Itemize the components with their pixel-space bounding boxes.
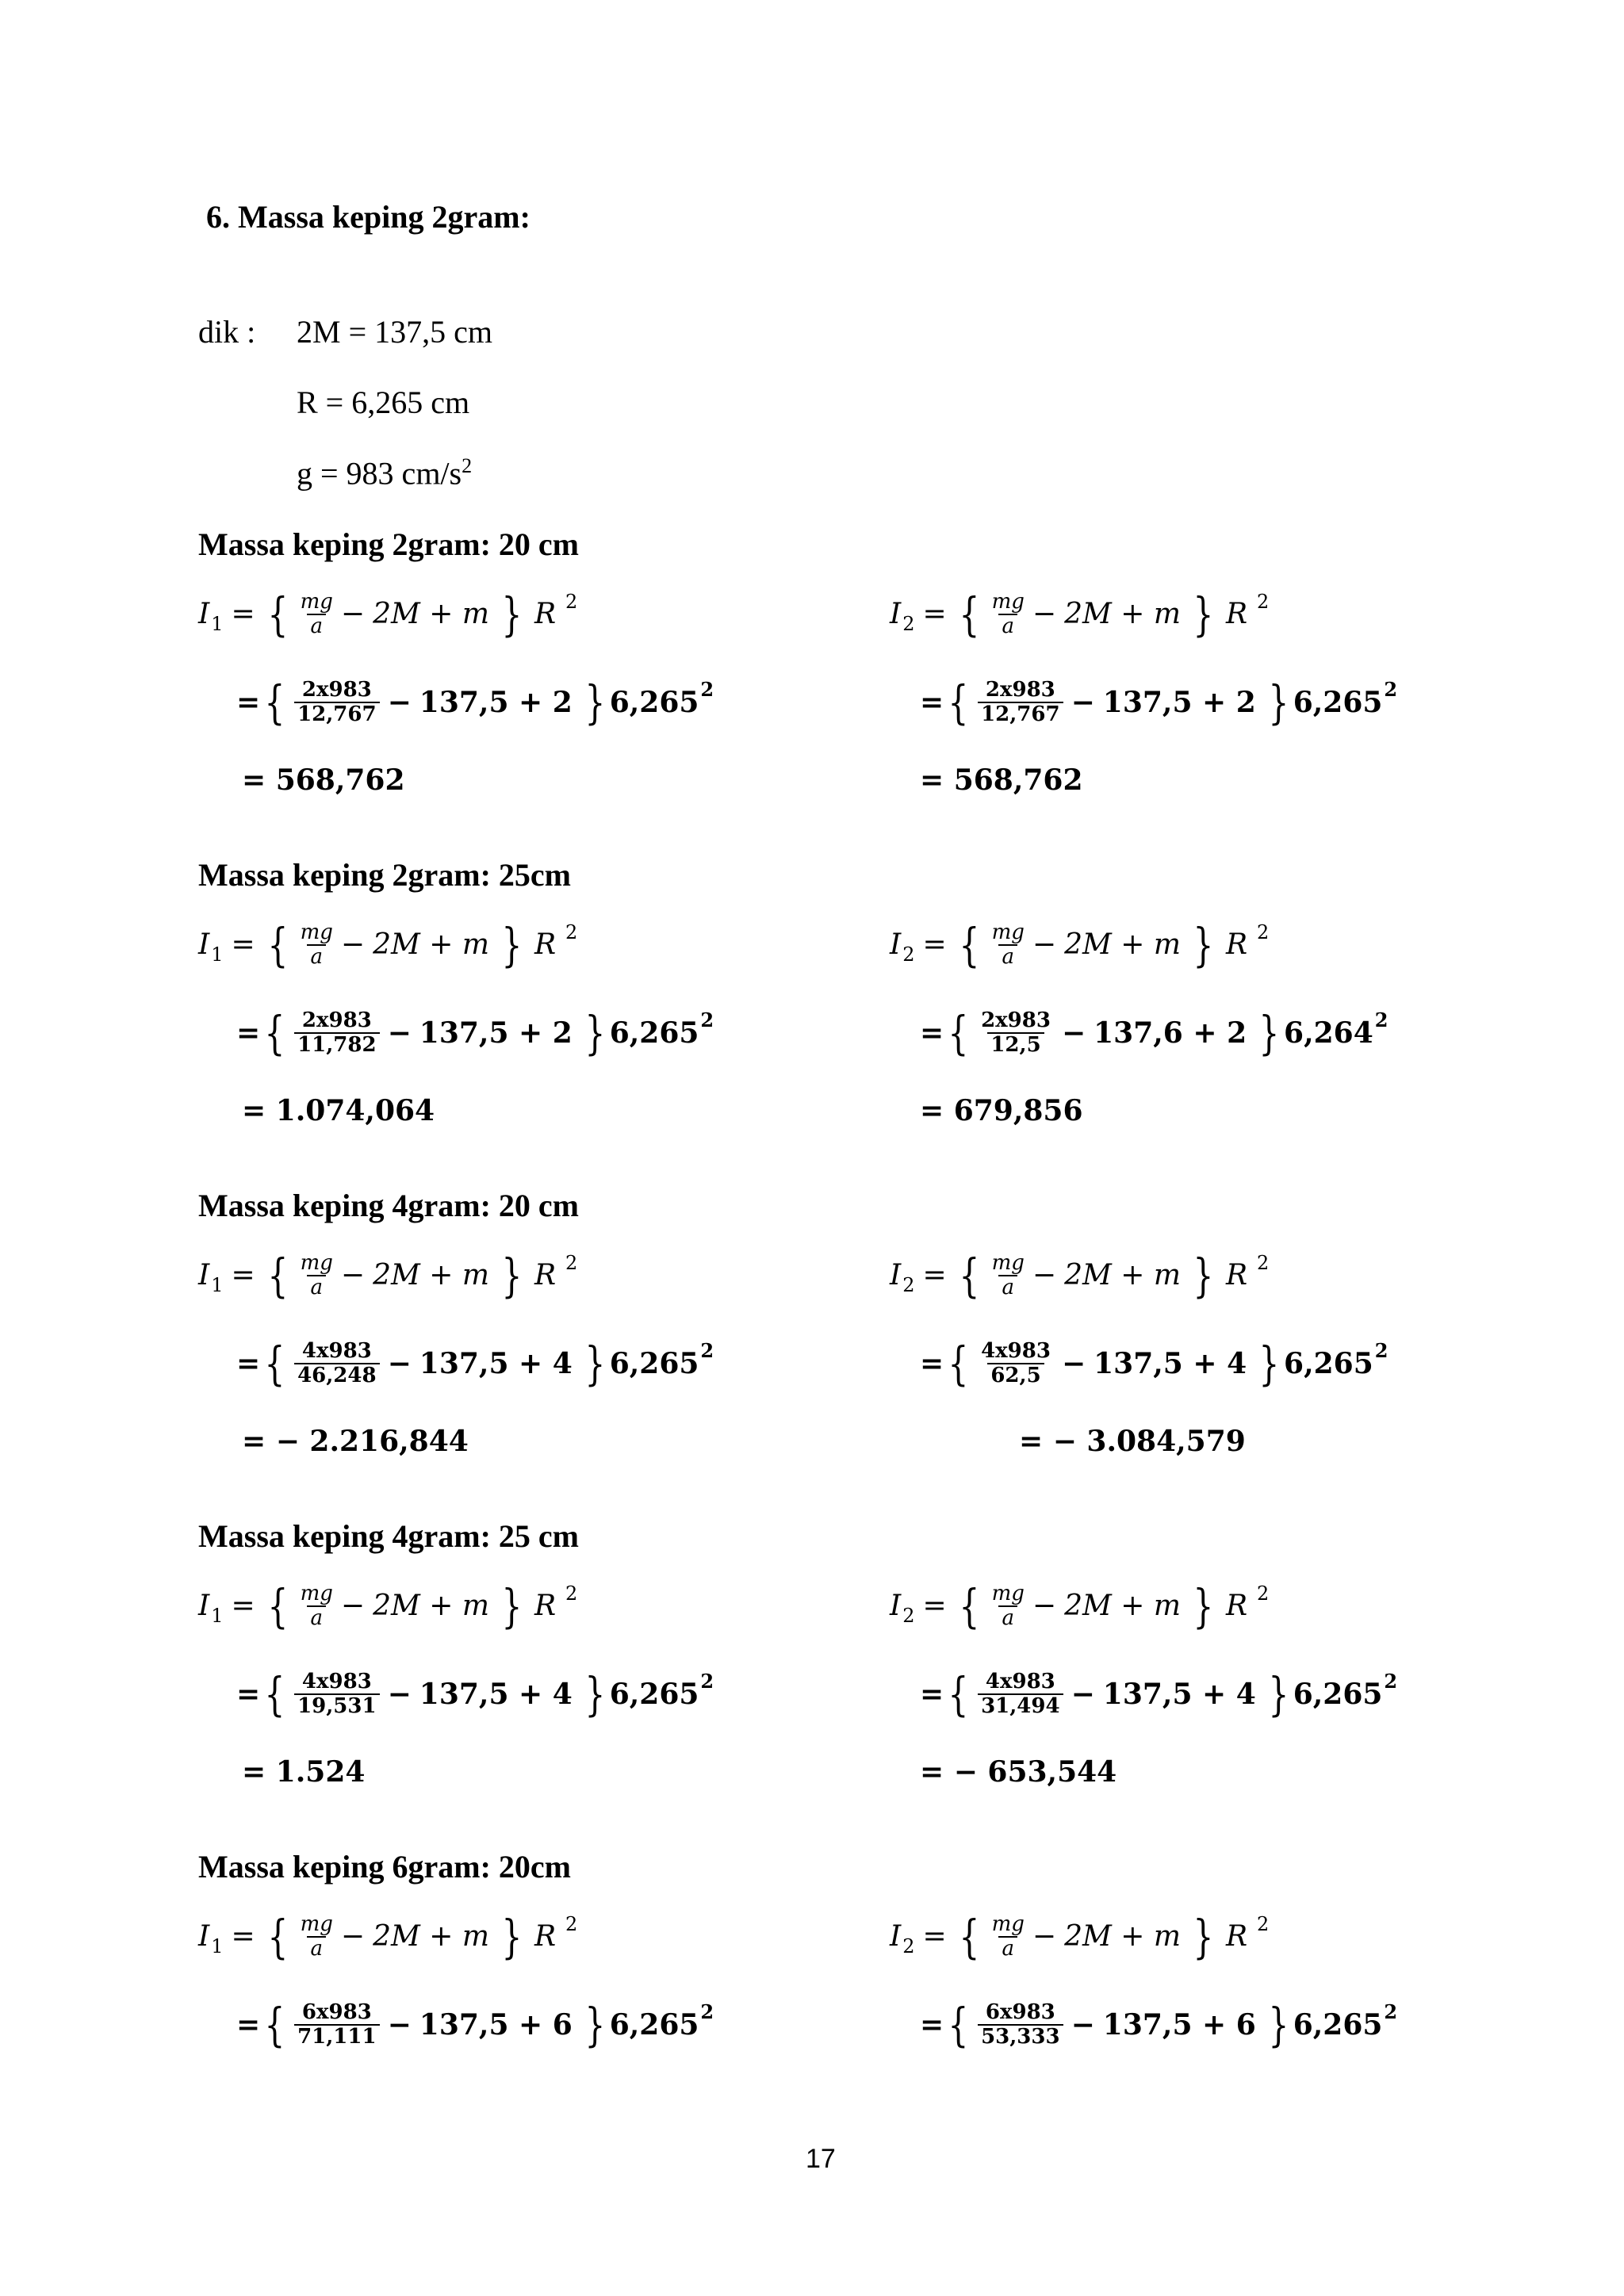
result-right: = − 653,544: [920, 1755, 1117, 1789]
section-title: Massa keping 4gram: 20 cm: [198, 1188, 579, 1223]
result-right: = 568,762: [920, 763, 1083, 797]
result-left: = 1.524: [242, 1755, 366, 1789]
substitution-left: = { $\frac{4x983}{19,531}$ − 137,5 + 4 } 6,265 2: [236, 1667, 714, 1721]
substitution-right: = { $\frac{4x983}{31,494}$ − 137,5 + 4 } 6,265 2: [920, 1667, 1398, 1721]
given-gravity: g = 983 $cm/s^2$: [297, 454, 473, 492]
section-title: Massa keping 2gram: 25cm: [198, 857, 571, 893]
substitution-right: = { $\frac{2x983}{12,767}$ − 137,5 + 2 } 6,265 2: [920, 675, 1398, 729]
substitution-right: = { $\frac{2x983}{12,5}$ − 137,6 + 2 } 6,264 2: [920, 1005, 1388, 1060]
section-title: Massa keping 2gram: 20 cm: [198, 526, 579, 562]
substitution-left: = { $\frac{4x983}{46,248}$ − 137,5 + 4 } 6,265 2: [236, 1336, 714, 1391]
given-radius: R = 6,265 cm: [297, 385, 470, 420]
formula-left: I 1 = { $\frac{mg}{a}$ − 2M + m } R 2: [198, 1248, 578, 1303]
section-title: Massa keping 6gram: 20cm: [198, 1849, 571, 1885]
page-number: 17: [806, 2144, 836, 2174]
section-heading: 6. Massa keping 2gram:: [206, 199, 530, 235]
formula-right: I 2 = { $\frac{mg}{a}$ − 2M + m } R 2: [890, 587, 1270, 641]
given-mass: 2M = 137,5 cm: [297, 314, 492, 350]
formula-right: I 2 = { $\frac{mg}{a}$ − 2M + m } R 2: [890, 1578, 1270, 1633]
result-right: = 679,856: [920, 1094, 1083, 1127]
formula-right: I 2 = { $\frac{mg}{a}$ − 2M + m } R 2: [890, 1248, 1270, 1303]
formula-right: I 2 = { $\frac{mg}{a}$ − 2M + m } R 2: [890, 917, 1270, 972]
formula-left: I 1 = { $\frac{mg}{a}$ − 2M + m } R 2: [198, 1909, 578, 1964]
result-right: = − 3.084,579: [1019, 1425, 1246, 1458]
result-left: = − 2.216,844: [242, 1425, 469, 1458]
given-label: dik :: [198, 314, 256, 350]
section-title: Massa keping 4gram: 25 cm: [198, 1518, 579, 1554]
formula-left: I 1 = { $\frac{mg}{a}$ − 2M + m } R 2: [198, 1578, 578, 1633]
formula-right: I 2 = { $\frac{mg}{a}$ − 2M + m } R 2: [890, 1909, 1270, 1964]
substitution-right: = { $\frac{6x983}{53,333}$ − 137,5 + 6 } 6,265 2: [920, 1997, 1398, 2052]
substitution-left: = { $\frac{2x983}{11,782}$ − 137,5 + 2 } 6,265 2: [236, 1005, 714, 1060]
formula-left: I 1 = { $\frac{mg}{a}$ − 2M + m } R 2: [198, 587, 578, 641]
substitution-left: = { $\frac{2x983}{12,767}$ − 137,5 + 2 } 6,265 2: [236, 675, 714, 729]
formula-left: I 1 = { $\frac{mg}{a}$ − 2M + m } R 2: [198, 917, 578, 972]
substitution-left: = { $\frac{6x983}{71,111}$ − 137,5 + 6 } 6,265 2: [236, 1997, 714, 2052]
result-left: = 568,762: [242, 763, 405, 797]
substitution-right: = { $\frac{4x983}{62,5}$ − 137,5 + 4 } 6,265 2: [920, 1336, 1388, 1391]
result-left: = 1.074,064: [242, 1094, 435, 1127]
